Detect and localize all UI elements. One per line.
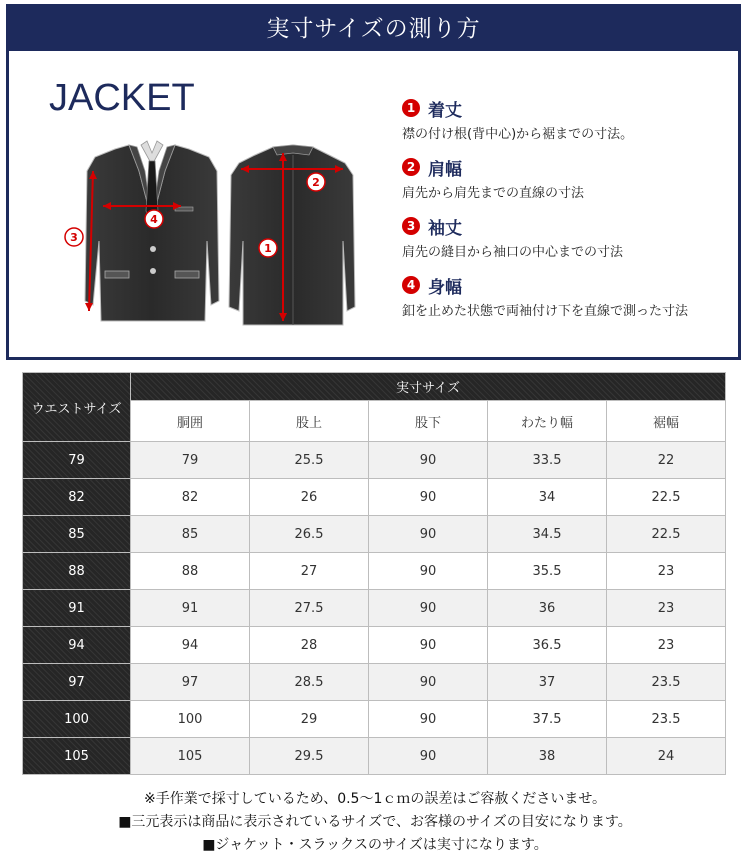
item-title: 着丈 — [428, 100, 462, 121]
marker-3 — [65, 228, 83, 246]
table-row — [23, 516, 726, 553]
size-value-cell: 28 — [250, 627, 369, 664]
size-table — [22, 372, 726, 775]
waist-size-cell: 91 — [23, 590, 131, 627]
size-value-cell: 97 — [131, 664, 250, 701]
front-jacket-illustration — [85, 141, 219, 321]
size-value-cell: 23 — [607, 590, 726, 627]
marker-1 — [259, 239, 277, 257]
size-value-cell: 34 — [488, 479, 607, 516]
size-value-cell: 36.5 — [488, 627, 607, 664]
panel-header: 実寸サイズの測り方 — [9, 7, 738, 51]
item-description: 釦を止めた状態で両袖付け下を直線で測った寸法 — [402, 304, 689, 319]
size-value-cell: 22 — [607, 442, 726, 479]
svg-text:2: 2 — [312, 176, 320, 189]
waist-size-cell: 79 — [23, 442, 131, 479]
column-header: 股上 — [250, 401, 369, 442]
measure-item-chest — [402, 274, 742, 319]
size-value-cell: 37 — [488, 664, 607, 701]
svg-text:4: 4 — [150, 213, 158, 226]
item-description: 襟の付け根(背中心)から裾までの寸法。 — [402, 127, 634, 142]
size-value-cell: 23 — [607, 627, 726, 664]
size-value-cell: 28.5 — [250, 664, 369, 701]
size-value-cell: 90 — [369, 701, 488, 738]
size-value-cell: 90 — [369, 553, 488, 590]
size-value-cell: 94 — [131, 627, 250, 664]
back-jacket-illustration — [229, 145, 355, 325]
size-value-cell: 33.5 — [488, 442, 607, 479]
table-row — [23, 442, 726, 479]
measure-item-shoulder — [402, 156, 742, 201]
size-value-cell: 36 — [488, 590, 607, 627]
size-value-cell: 90 — [369, 664, 488, 701]
table-row — [23, 627, 726, 664]
note-line: ■三元表示は商品に表示されているサイズで、お客様のサイズの目安になります。 — [118, 814, 632, 830]
size-value-cell: 90 — [369, 479, 488, 516]
table-row — [23, 664, 726, 701]
jacket-diagram — [57, 131, 357, 331]
size-value-cell: 23.5 — [607, 701, 726, 738]
table-row — [23, 701, 726, 738]
jacket-title: JACKET — [49, 77, 195, 119]
item-description: 肩先の縫目から袖口の中心までの寸法 — [402, 245, 624, 260]
marker-2 — [307, 173, 325, 191]
measure-item-length — [402, 97, 742, 142]
note-line: ※手作業で採寸しているため、0.5～1ｃｍの誤差はご容赦くださいませ。 — [144, 791, 606, 807]
size-value-cell: 29 — [250, 701, 369, 738]
column-header: わたり幅 — [488, 401, 607, 442]
size-value-cell: 85 — [131, 516, 250, 553]
notes — [0, 788, 750, 857]
marker-4 — [145, 210, 163, 228]
size-value-cell: 90 — [369, 516, 488, 553]
size-value-cell: 90 — [369, 590, 488, 627]
item-title: 袖丈 — [428, 218, 462, 239]
waist-size-cell: 85 — [23, 516, 131, 553]
note-line: ■ジャケット・スラックスのサイズは実寸になります。 — [202, 837, 548, 853]
size-value-cell: 37.5 — [488, 701, 607, 738]
size-value-cell: 23 — [607, 553, 726, 590]
svg-text:3: 3 — [70, 231, 78, 244]
size-value-cell: 26 — [250, 479, 369, 516]
waist-size-cell: 82 — [23, 479, 131, 516]
table-row — [23, 590, 726, 627]
table-row — [23, 479, 726, 516]
table-body — [23, 442, 726, 775]
size-value-cell: 27.5 — [250, 590, 369, 627]
column-header: 裾幅 — [607, 401, 726, 442]
measurement-guide-panel — [6, 4, 741, 360]
waist-size-cell: 88 — [23, 553, 131, 590]
number-badge: 2 — [402, 158, 420, 176]
actual-size-header: 実寸サイズ — [131, 373, 726, 401]
size-value-cell: 29.5 — [250, 738, 369, 775]
item-title: 肩幅 — [428, 159, 462, 180]
waist-size-cell: 97 — [23, 664, 131, 701]
size-value-cell: 34.5 — [488, 516, 607, 553]
size-value-cell: 27 — [250, 553, 369, 590]
size-value-cell: 79 — [131, 442, 250, 479]
size-value-cell: 105 — [131, 738, 250, 775]
waist-size-cell: 94 — [23, 627, 131, 664]
size-value-cell: 35.5 — [488, 553, 607, 590]
size-value-cell: 22.5 — [607, 516, 726, 553]
size-value-cell: 38 — [488, 738, 607, 775]
size-value-cell: 26.5 — [250, 516, 369, 553]
item-title: 身幅 — [428, 277, 462, 298]
size-value-cell: 90 — [369, 738, 488, 775]
svg-text:1: 1 — [264, 242, 272, 255]
size-value-cell: 82 — [131, 479, 250, 516]
measurement-list — [402, 97, 742, 333]
size-value-cell: 25.5 — [250, 442, 369, 479]
table-row — [23, 738, 726, 775]
size-value-cell: 91 — [131, 590, 250, 627]
waist-size-cell: 100 — [23, 701, 131, 738]
size-value-cell: 22.5 — [607, 479, 726, 516]
size-value-cell: 24 — [607, 738, 726, 775]
size-value-cell: 88 — [131, 553, 250, 590]
size-value-cell: 100 — [131, 701, 250, 738]
item-description: 肩先から肩先までの直線の寸法 — [402, 186, 585, 201]
number-badge: 3 — [402, 217, 420, 235]
number-badge: 1 — [402, 99, 420, 117]
measure-item-sleeve — [402, 215, 742, 260]
number-badge: 4 — [402, 276, 420, 294]
table-row — [23, 553, 726, 590]
size-value-cell: 90 — [369, 442, 488, 479]
column-header: 股下 — [369, 401, 488, 442]
waist-size-header: ウエストサイズ — [23, 373, 131, 442]
column-header: 胴囲 — [131, 401, 250, 442]
waist-size-cell: 105 — [23, 738, 131, 775]
size-value-cell: 23.5 — [607, 664, 726, 701]
size-value-cell: 90 — [369, 627, 488, 664]
